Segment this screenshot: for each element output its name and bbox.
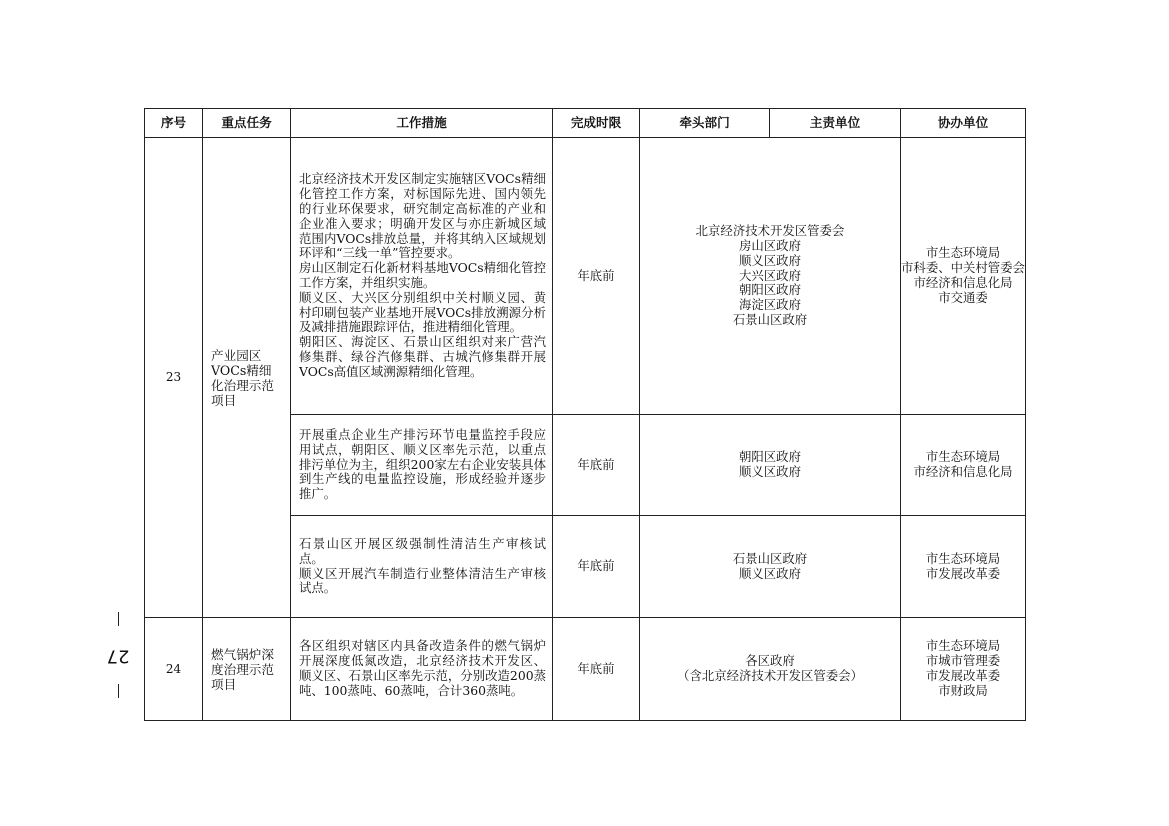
page-number-text: 27 bbox=[106, 645, 130, 666]
header-task: 重点任务 bbox=[203, 109, 291, 138]
row-coop bbox=[901, 138, 1026, 415]
page-number-dash-top bbox=[118, 612, 119, 626]
header-coop: 协办单位 bbox=[901, 109, 1026, 138]
measure-paragraph: 朝阳区、海淀区、石景山区组织对来广营汽修集群、绿谷汽修集群、古城汽修集群开展VOCs高值区域溯源精细化管理。 bbox=[299, 334, 546, 379]
coop-unit: 市生态环境局 bbox=[925, 449, 1001, 465]
row-task: 燃气锅炉深度治理示范项目 bbox=[203, 618, 291, 721]
row-deadline: 年底前 bbox=[553, 618, 640, 721]
measure-paragraph: 石景山区开展区级强制性清洁生产审核试点。 bbox=[299, 535, 546, 566]
responsible-unit: 顺义区政府 bbox=[739, 252, 801, 268]
measure-paragraph: 顺义区、大兴区分别组织中关村顺义园、黄村印刷包装产业基地开展VOCs排放溯源分析及减排措施跟踪评估，推进精细化管理。 bbox=[299, 289, 546, 335]
coop-unit: 市生态环境局 bbox=[925, 638, 1001, 654]
header-deadline: 完成时限 bbox=[553, 109, 640, 138]
table-header-row bbox=[145, 109, 1026, 138]
measure-paragraph: 房山区制定石化新材料基地VOCs精细化管控工作方案，并组织实施。 bbox=[299, 260, 546, 290]
coop-unit: 市科委、中关村管委会 bbox=[901, 260, 1025, 276]
measure-paragraph: 顺义区开展汽车制造行业整体清洁生产审核试点。 bbox=[299, 565, 546, 596]
table-row bbox=[145, 618, 1026, 721]
row-responsible bbox=[640, 138, 901, 415]
row-coop bbox=[901, 415, 1026, 516]
coop-unit: 市城市管理委 bbox=[925, 653, 1001, 669]
responsible-unit: 朝阳区政府 bbox=[739, 449, 801, 465]
responsible-unit: 房山区政府 bbox=[739, 238, 801, 253]
row-measure bbox=[291, 415, 553, 516]
row-measure bbox=[291, 618, 553, 721]
responsible-unit: （含北京经济技术开发区管委会） bbox=[677, 668, 863, 683]
responsible-unit: 石景山区政府 bbox=[732, 550, 808, 566]
header-seq: 序号 bbox=[145, 109, 203, 138]
page-number-dash-bottom bbox=[118, 684, 119, 698]
coop-unit: 市发展改革委 bbox=[925, 668, 1001, 683]
header-measure: 工作措施 bbox=[291, 109, 553, 138]
responsible-unit: 大兴区政府 bbox=[739, 267, 801, 283]
measure-paragraph: 北京经济技术开发区制定实施辖区VOCs精细化管控工作方案，对标国际先进、国内领先的行业环保要求，研究制定高标准的产业和企业准入要求；明确开发区与亦庄新城区域范围内VOCs排放总量，并将其纳入区域规划环评和“三线一单”管控要求。 bbox=[299, 171, 546, 261]
row-responsible bbox=[640, 618, 901, 721]
responsible-unit: 石景山区政府 bbox=[732, 311, 808, 327]
row-coop bbox=[901, 618, 1026, 721]
coop-unit: 市生态环境局 bbox=[925, 245, 1001, 261]
task-table bbox=[144, 108, 1026, 721]
row-deadline: 年底前 bbox=[553, 138, 640, 415]
row-responsible bbox=[640, 516, 901, 618]
responsible-unit: 顺义区政府 bbox=[739, 565, 801, 581]
row-measure bbox=[291, 138, 553, 415]
responsible-unit: 朝阳区政府 bbox=[739, 282, 801, 298]
row-deadline: 年底前 bbox=[553, 415, 640, 516]
page-number bbox=[106, 612, 130, 698]
row-measure bbox=[291, 516, 553, 618]
row-seq: 23 bbox=[145, 138, 203, 618]
measure-paragraph: 开展重点企业生产排污环节电量监控手段应用试点，朝阳区、顺义区率先示范，以重点排污单位为主，组织200家左右企业安装具体到生产线的电量监控设施，形成经验并逐步推广。 bbox=[299, 427, 546, 502]
row-coop bbox=[901, 516, 1026, 618]
responsible-unit: 海淀区政府 bbox=[739, 297, 801, 313]
measure-paragraph: 各区组织对辖区内具备改造条件的燃气锅炉开展深度低氮改造，北京经济技术开发区、顺义区、石景山区率先示范，分别改造200蒸吨、100蒸吨、60蒸吨，合计360蒸吨。 bbox=[299, 638, 546, 698]
coop-unit: 市生态环境局 bbox=[925, 550, 1001, 566]
table-row bbox=[145, 138, 1026, 415]
header-responsible: 主责单位 bbox=[770, 109, 901, 138]
row-task: 产业园区VOCs精细化治理示范项目 bbox=[203, 138, 291, 618]
header-lead: 牵头部门 bbox=[640, 109, 770, 138]
row-seq: 24 bbox=[145, 618, 203, 721]
row-responsible bbox=[640, 415, 901, 516]
coop-unit: 市财政局 bbox=[938, 682, 988, 698]
coop-unit: 市发展改革委 bbox=[925, 565, 1001, 581]
row-deadline: 年底前 bbox=[553, 516, 640, 618]
coop-unit: 市交通委 bbox=[938, 289, 988, 305]
responsible-unit: 顺义区政府 bbox=[739, 464, 801, 479]
coop-unit: 市经济和信息化局 bbox=[913, 275, 1013, 290]
responsible-unit: 各区政府 bbox=[745, 653, 795, 669]
coop-unit: 市经济和信息化局 bbox=[913, 464, 1013, 479]
responsible-unit: 北京经济技术开发区管委会 bbox=[695, 223, 845, 239]
